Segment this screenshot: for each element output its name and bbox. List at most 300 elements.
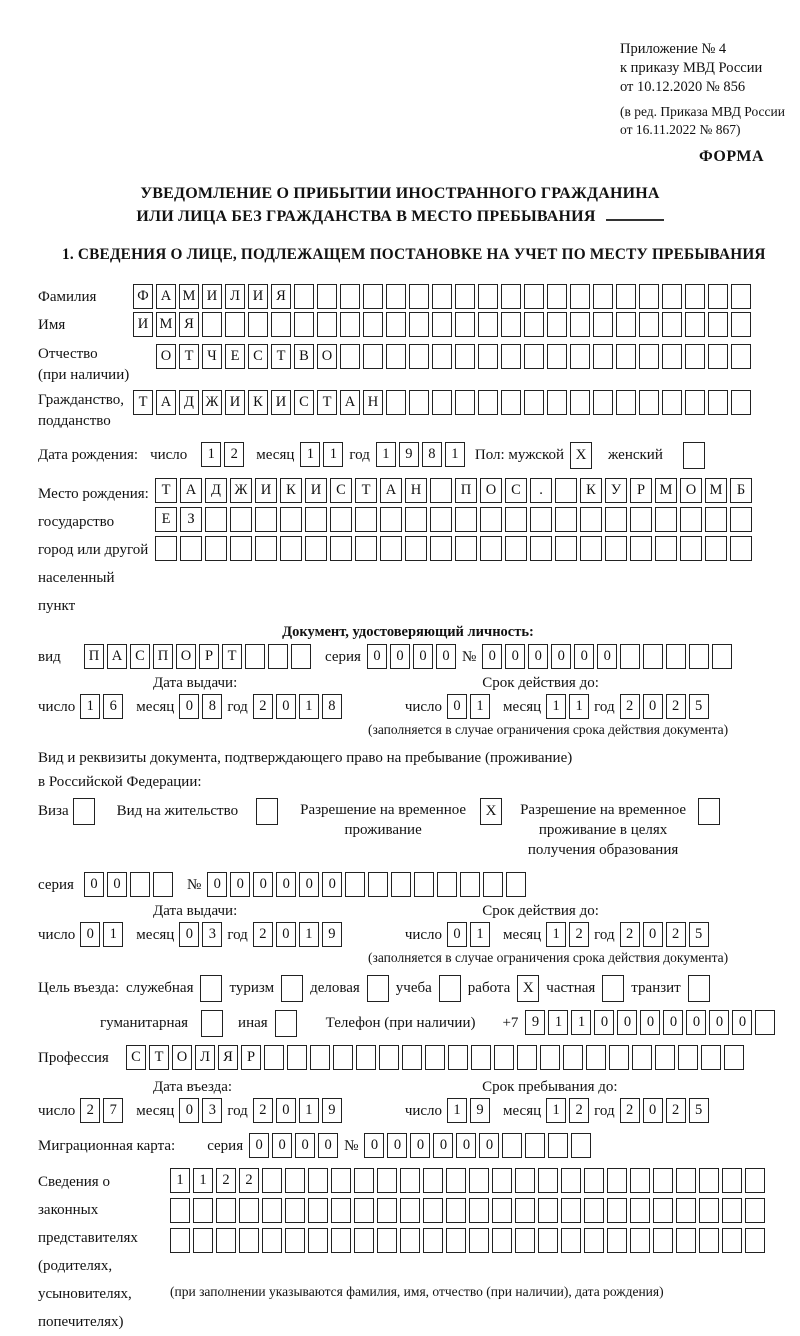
- guardians-char-box[interactable]: [331, 1198, 351, 1223]
- iddoc-type-char-box[interactable]: Т: [222, 644, 242, 669]
- guardians-char-box[interactable]: [722, 1168, 742, 1193]
- birthplace-char-box[interactable]: [530, 536, 552, 561]
- birth-year-box[interactable]: 8: [422, 442, 442, 467]
- profession-char-box[interactable]: [678, 1045, 698, 1070]
- guardians-char-box[interactable]: [607, 1228, 627, 1253]
- birthplace-char-box[interactable]: Ж: [230, 478, 252, 503]
- purpose-tourism-checkbox[interactable]: [281, 975, 303, 1002]
- birthplace-char-box[interactable]: [230, 536, 252, 561]
- patronymic-char-box[interactable]: [478, 344, 498, 369]
- date-box[interactable]: 0: [276, 694, 296, 719]
- citizenship-char-box[interactable]: К: [248, 390, 268, 415]
- birthplace-char-box[interactable]: [730, 507, 752, 532]
- iddoc-type-char-box[interactable]: П: [84, 644, 104, 669]
- guardians-char-box[interactable]: 2: [239, 1168, 259, 1193]
- guardians-char-box[interactable]: [446, 1228, 466, 1253]
- date-box[interactable]: 1: [103, 922, 123, 947]
- guardians-char-box[interactable]: [515, 1198, 535, 1223]
- guardians-char-box[interactable]: [308, 1228, 328, 1253]
- date-box[interactable]: 7: [103, 1098, 123, 1123]
- birthplace-char-box[interactable]: [580, 536, 602, 561]
- citizenship-char-box[interactable]: И: [271, 390, 291, 415]
- firstname-char-box[interactable]: [340, 312, 360, 337]
- guardians-char-box[interactable]: [308, 1168, 328, 1193]
- guardians-char-box[interactable]: [653, 1168, 673, 1193]
- birthplace-char-box[interactable]: [555, 478, 577, 503]
- firstname-char-box[interactable]: [271, 312, 291, 337]
- citizenship-char-box[interactable]: [432, 390, 452, 415]
- guardians-char-box[interactable]: [676, 1168, 696, 1193]
- profession-char-box[interactable]: [425, 1045, 445, 1070]
- citizenship-char-box[interactable]: С: [294, 390, 314, 415]
- patronymic-char-box[interactable]: Т: [271, 344, 291, 369]
- date-box[interactable]: 0: [643, 922, 663, 947]
- guardians-char-box[interactable]: [699, 1228, 719, 1253]
- staydoc-series-box[interactable]: 0: [107, 872, 127, 897]
- patronymic-char-box[interactable]: О: [317, 344, 337, 369]
- guardians-char-box[interactable]: [515, 1228, 535, 1253]
- patronymic-char-box[interactable]: Ч: [202, 344, 222, 369]
- guardians-char-box[interactable]: [492, 1228, 512, 1253]
- firstname-char-box[interactable]: [386, 312, 406, 337]
- date-box[interactable]: 2: [253, 922, 273, 947]
- firstname-char-box[interactable]: [363, 312, 383, 337]
- migcard-series-box[interactable]: 0: [318, 1133, 338, 1158]
- guardians-char-box[interactable]: [538, 1168, 558, 1193]
- birthplace-char-box[interactable]: [430, 478, 452, 503]
- iddoc-type-char-box[interactable]: А: [107, 644, 127, 669]
- surname-char-box[interactable]: [386, 284, 406, 309]
- firstname-char-box[interactable]: [547, 312, 567, 337]
- firstname-char-box[interactable]: [478, 312, 498, 337]
- staydoc-number-box[interactable]: 0: [299, 872, 319, 897]
- surname-char-box[interactable]: [662, 284, 682, 309]
- purpose-humanitarian-checkbox[interactable]: [201, 1010, 223, 1037]
- migcard-series-box[interactable]: 0: [249, 1133, 269, 1158]
- birthplace-char-box[interactable]: К: [280, 478, 302, 503]
- purpose-other-checkbox[interactable]: [275, 1010, 297, 1037]
- patronymic-char-box[interactable]: [616, 344, 636, 369]
- guardians-char-box[interactable]: [216, 1228, 236, 1253]
- iddoc-type-char-box[interactable]: О: [176, 644, 196, 669]
- citizenship-char-box[interactable]: [386, 390, 406, 415]
- date-box[interactable]: 8: [322, 694, 342, 719]
- patronymic-char-box[interactable]: [501, 344, 521, 369]
- patronymic-char-box[interactable]: [731, 344, 751, 369]
- date-box[interactable]: 9: [322, 1098, 342, 1123]
- birthplace-char-box[interactable]: [680, 507, 702, 532]
- birthplace-char-box[interactable]: Б: [730, 478, 752, 503]
- guardians-char-box[interactable]: [377, 1198, 397, 1223]
- birth-month-box[interactable]: 1: [323, 442, 343, 467]
- guardians-char-box[interactable]: [262, 1228, 282, 1253]
- guardians-char-box[interactable]: [193, 1198, 213, 1223]
- birthplace-char-box[interactable]: О: [680, 478, 702, 503]
- citizenship-char-box[interactable]: Т: [133, 390, 153, 415]
- profession-char-box[interactable]: [563, 1045, 583, 1070]
- date-box[interactable]: 2: [253, 1098, 273, 1123]
- date-box[interactable]: 1: [299, 694, 319, 719]
- visa-checkbox[interactable]: [73, 798, 95, 825]
- migcard-number-box[interactable]: [548, 1133, 568, 1158]
- iddoc-series-box[interactable]: 0: [436, 644, 456, 669]
- surname-char-box[interactable]: [363, 284, 383, 309]
- birthplace-char-box[interactable]: Е: [155, 507, 177, 532]
- patronymic-char-box[interactable]: [386, 344, 406, 369]
- staydoc-number-box[interactable]: 0: [207, 872, 227, 897]
- purpose-official-checkbox[interactable]: [200, 975, 222, 1002]
- guardians-char-box[interactable]: [745, 1228, 765, 1253]
- birthplace-char-box[interactable]: У: [605, 478, 627, 503]
- staydoc-number-box[interactable]: [437, 872, 457, 897]
- profession-char-box[interactable]: [655, 1045, 675, 1070]
- surname-char-box[interactable]: [639, 284, 659, 309]
- guardians-char-box[interactable]: [400, 1168, 420, 1193]
- birthplace-char-box[interactable]: [705, 507, 727, 532]
- staydoc-number-box[interactable]: 0: [276, 872, 296, 897]
- birthplace-char-box[interactable]: С: [505, 478, 527, 503]
- phone-digit-box[interactable]: 0: [663, 1010, 683, 1035]
- iddoc-number-box[interactable]: 0: [574, 644, 594, 669]
- citizenship-char-box[interactable]: И: [225, 390, 245, 415]
- guardians-char-box[interactable]: [630, 1168, 650, 1193]
- date-box[interactable]: 8: [202, 694, 222, 719]
- birthplace-char-box[interactable]: [405, 536, 427, 561]
- guardians-char-box[interactable]: [400, 1228, 420, 1253]
- profession-char-box[interactable]: [287, 1045, 307, 1070]
- date-box[interactable]: 1: [80, 694, 100, 719]
- firstname-char-box[interactable]: [731, 312, 751, 337]
- birthplace-char-box[interactable]: [380, 536, 402, 561]
- birth-year-box[interactable]: 1: [376, 442, 396, 467]
- birth-year-box[interactable]: 9: [399, 442, 419, 467]
- citizenship-char-box[interactable]: Н: [363, 390, 383, 415]
- birthplace-char-box[interactable]: З: [180, 507, 202, 532]
- surname-char-box[interactable]: Л: [225, 284, 245, 309]
- guardians-char-box[interactable]: [331, 1168, 351, 1193]
- firstname-char-box[interactable]: [685, 312, 705, 337]
- profession-char-box[interactable]: [402, 1045, 422, 1070]
- patronymic-char-box[interactable]: [432, 344, 452, 369]
- surname-char-box[interactable]: [409, 284, 429, 309]
- migcard-number-box[interactable]: 0: [410, 1133, 430, 1158]
- migcard-number-box[interactable]: [502, 1133, 522, 1158]
- citizenship-char-box[interactable]: [639, 390, 659, 415]
- birthplace-char-box[interactable]: [480, 536, 502, 561]
- phone-digit-box[interactable]: 0: [686, 1010, 706, 1035]
- surname-char-box[interactable]: [708, 284, 728, 309]
- profession-char-box[interactable]: [517, 1045, 537, 1070]
- sex-male-checkbox[interactable]: X: [570, 442, 592, 469]
- guardians-char-box[interactable]: [193, 1228, 213, 1253]
- guardians-char-box[interactable]: [170, 1228, 190, 1253]
- citizenship-char-box[interactable]: [547, 390, 567, 415]
- phone-digit-box[interactable]: 1: [571, 1010, 591, 1035]
- guardians-char-box[interactable]: [446, 1198, 466, 1223]
- firstname-char-box[interactable]: [317, 312, 337, 337]
- temp-edu-checkbox[interactable]: [698, 798, 720, 825]
- staydoc-number-box[interactable]: [460, 872, 480, 897]
- birthplace-char-box[interactable]: К: [580, 478, 602, 503]
- profession-char-box[interactable]: [310, 1045, 330, 1070]
- phone-digit-box[interactable]: 9: [525, 1010, 545, 1035]
- citizenship-char-box[interactable]: [524, 390, 544, 415]
- citizenship-char-box[interactable]: А: [156, 390, 176, 415]
- date-box[interactable]: 1: [470, 694, 490, 719]
- date-box[interactable]: 1: [546, 1098, 566, 1123]
- guardians-char-box[interactable]: [538, 1228, 558, 1253]
- purpose-private-checkbox[interactable]: [602, 975, 624, 1002]
- iddoc-number-box[interactable]: 0: [505, 644, 525, 669]
- patronymic-char-box[interactable]: Е: [225, 344, 245, 369]
- date-box[interactable]: 5: [689, 1098, 709, 1123]
- purpose-business-checkbox[interactable]: [367, 975, 389, 1002]
- migcard-number-box[interactable]: [525, 1133, 545, 1158]
- birthplace-char-box[interactable]: [605, 536, 627, 561]
- date-box[interactable]: 3: [202, 1098, 222, 1123]
- birthplace-char-box[interactable]: И: [305, 478, 327, 503]
- citizenship-char-box[interactable]: Ж: [202, 390, 222, 415]
- birthplace-char-box[interactable]: [205, 536, 227, 561]
- birthplace-char-box[interactable]: М: [705, 478, 727, 503]
- citizenship-char-box[interactable]: Т: [317, 390, 337, 415]
- patronymic-char-box[interactable]: [409, 344, 429, 369]
- birthplace-char-box[interactable]: Т: [155, 478, 177, 503]
- patronymic-char-box[interactable]: С: [248, 344, 268, 369]
- iddoc-number-box[interactable]: 0: [597, 644, 617, 669]
- birthplace-char-box[interactable]: [555, 536, 577, 561]
- profession-char-box[interactable]: С: [126, 1045, 146, 1070]
- birthplace-char-box[interactable]: [305, 507, 327, 532]
- surname-char-box[interactable]: Я: [271, 284, 291, 309]
- citizenship-char-box[interactable]: [662, 390, 682, 415]
- birthplace-char-box[interactable]: [630, 536, 652, 561]
- profession-char-box[interactable]: [356, 1045, 376, 1070]
- guardians-char-box[interactable]: [239, 1228, 259, 1253]
- birthplace-char-box[interactable]: [505, 536, 527, 561]
- guardians-char-box[interactable]: [607, 1198, 627, 1223]
- guardians-char-box[interactable]: [377, 1228, 397, 1253]
- guardians-char-box[interactable]: [745, 1168, 765, 1193]
- birthplace-char-box[interactable]: П: [455, 478, 477, 503]
- patronymic-char-box[interactable]: В: [294, 344, 314, 369]
- citizenship-char-box[interactable]: [409, 390, 429, 415]
- staydoc-series-box[interactable]: [153, 872, 173, 897]
- citizenship-char-box[interactable]: [478, 390, 498, 415]
- date-box[interactable]: 2: [666, 1098, 686, 1123]
- guardians-char-box[interactable]: [699, 1168, 719, 1193]
- patronymic-char-box[interactable]: [547, 344, 567, 369]
- birthplace-char-box[interactable]: Н: [405, 478, 427, 503]
- temp-residence-checkbox[interactable]: X: [480, 798, 502, 825]
- firstname-char-box[interactable]: [294, 312, 314, 337]
- patronymic-char-box[interactable]: [708, 344, 728, 369]
- staydoc-number-box[interactable]: [368, 872, 388, 897]
- date-box[interactable]: 2: [620, 922, 640, 947]
- date-box[interactable]: 0: [80, 922, 100, 947]
- staydoc-series-box[interactable]: 0: [84, 872, 104, 897]
- guardians-char-box[interactable]: [400, 1198, 420, 1223]
- date-box[interactable]: 2: [569, 1098, 589, 1123]
- guardians-char-box[interactable]: [331, 1228, 351, 1253]
- patronymic-char-box[interactable]: [340, 344, 360, 369]
- date-box[interactable]: 9: [322, 922, 342, 947]
- staydoc-number-box[interactable]: 0: [253, 872, 273, 897]
- guardians-char-box[interactable]: 2: [216, 1168, 236, 1193]
- firstname-char-box[interactable]: [662, 312, 682, 337]
- guardians-char-box[interactable]: [653, 1198, 673, 1223]
- guardians-char-box[interactable]: [722, 1198, 742, 1223]
- guardians-char-box[interactable]: [630, 1198, 650, 1223]
- birthplace-char-box[interactable]: А: [180, 478, 202, 503]
- guardians-char-box[interactable]: 1: [170, 1168, 190, 1193]
- birthplace-char-box[interactable]: [705, 536, 727, 561]
- staydoc-number-box[interactable]: 0: [322, 872, 342, 897]
- date-box[interactable]: 1: [569, 694, 589, 719]
- staydoc-number-box[interactable]: [345, 872, 365, 897]
- guardians-char-box[interactable]: [676, 1228, 696, 1253]
- date-box[interactable]: 0: [643, 1098, 663, 1123]
- migcard-number-box[interactable]: 0: [433, 1133, 453, 1158]
- firstname-char-box[interactable]: [432, 312, 452, 337]
- birthplace-char-box[interactable]: О: [480, 478, 502, 503]
- birthplace-char-box[interactable]: [430, 507, 452, 532]
- citizenship-char-box[interactable]: [685, 390, 705, 415]
- guardians-char-box[interactable]: [469, 1198, 489, 1223]
- guardians-char-box[interactable]: [354, 1228, 374, 1253]
- patronymic-char-box[interactable]: [685, 344, 705, 369]
- date-box[interactable]: 1: [299, 1098, 319, 1123]
- birthplace-char-box[interactable]: [330, 536, 352, 561]
- date-box[interactable]: 0: [276, 922, 296, 947]
- guardians-char-box[interactable]: [377, 1168, 397, 1193]
- guardians-char-box[interactable]: [285, 1198, 305, 1223]
- guardians-char-box[interactable]: 1: [193, 1168, 213, 1193]
- guardians-char-box[interactable]: [285, 1168, 305, 1193]
- citizenship-char-box[interactable]: А: [340, 390, 360, 415]
- birthplace-char-box[interactable]: [255, 536, 277, 561]
- staydoc-number-box[interactable]: [414, 872, 434, 897]
- firstname-char-box[interactable]: [593, 312, 613, 337]
- surname-char-box[interactable]: [478, 284, 498, 309]
- iddoc-number-box[interactable]: 0: [528, 644, 548, 669]
- purpose-work-checkbox[interactable]: X: [517, 975, 539, 1002]
- date-box[interactable]: 0: [643, 694, 663, 719]
- iddoc-number-box[interactable]: [643, 644, 663, 669]
- profession-char-box[interactable]: [586, 1045, 606, 1070]
- guardians-char-box[interactable]: [745, 1198, 765, 1223]
- guardians-char-box[interactable]: [469, 1228, 489, 1253]
- firstname-char-box[interactable]: [570, 312, 590, 337]
- profession-char-box[interactable]: [264, 1045, 284, 1070]
- firstname-char-box[interactable]: М: [156, 312, 176, 337]
- firstname-char-box[interactable]: [524, 312, 544, 337]
- firstname-char-box[interactable]: [225, 312, 245, 337]
- guardians-char-box[interactable]: [354, 1198, 374, 1223]
- birth-day-box[interactable]: 1: [201, 442, 221, 467]
- surname-char-box[interactable]: И: [248, 284, 268, 309]
- profession-char-box[interactable]: [632, 1045, 652, 1070]
- birthplace-char-box[interactable]: [280, 536, 302, 561]
- firstname-char-box[interactable]: И: [133, 312, 153, 337]
- birthplace-char-box[interactable]: [355, 507, 377, 532]
- migcard-number-box[interactable]: 0: [364, 1133, 384, 1158]
- migcard-number-box[interactable]: 0: [479, 1133, 499, 1158]
- birthplace-char-box[interactable]: Р: [630, 478, 652, 503]
- citizenship-char-box[interactable]: [731, 390, 751, 415]
- firstname-char-box[interactable]: [455, 312, 475, 337]
- iddoc-number-box[interactable]: [689, 644, 709, 669]
- staydoc-number-box[interactable]: [506, 872, 526, 897]
- iddoc-number-box[interactable]: [712, 644, 732, 669]
- birthplace-char-box[interactable]: [455, 536, 477, 561]
- guardians-char-box[interactable]: [561, 1228, 581, 1253]
- guardians-char-box[interactable]: [584, 1198, 604, 1223]
- guardians-char-box[interactable]: [561, 1198, 581, 1223]
- migcard-number-box[interactable]: 0: [456, 1133, 476, 1158]
- date-box[interactable]: 1: [299, 922, 319, 947]
- birthplace-char-box[interactable]: [480, 507, 502, 532]
- date-box[interactable]: 1: [546, 922, 566, 947]
- iddoc-type-char-box[interactable]: [291, 644, 311, 669]
- guardians-char-box[interactable]: [607, 1168, 627, 1193]
- surname-char-box[interactable]: [432, 284, 452, 309]
- surname-char-box[interactable]: [524, 284, 544, 309]
- birthplace-char-box[interactable]: М: [655, 478, 677, 503]
- patronymic-char-box[interactable]: [662, 344, 682, 369]
- surname-char-box[interactable]: Ф: [133, 284, 153, 309]
- surname-char-box[interactable]: [685, 284, 705, 309]
- birthplace-char-box[interactable]: [555, 507, 577, 532]
- surname-char-box[interactable]: [317, 284, 337, 309]
- migcard-series-box[interactable]: 0: [272, 1133, 292, 1158]
- profession-char-box[interactable]: Р: [241, 1045, 261, 1070]
- purpose-study-checkbox[interactable]: [439, 975, 461, 1002]
- firstname-char-box[interactable]: [202, 312, 222, 337]
- birthplace-char-box[interactable]: [355, 536, 377, 561]
- date-box[interactable]: 0: [447, 922, 467, 947]
- phone-digit-box[interactable]: [755, 1010, 775, 1035]
- firstname-char-box[interactable]: [409, 312, 429, 337]
- surname-char-box[interactable]: [616, 284, 636, 309]
- birthplace-char-box[interactable]: [180, 536, 202, 561]
- iddoc-number-box[interactable]: [620, 644, 640, 669]
- profession-char-box[interactable]: О: [172, 1045, 192, 1070]
- surname-char-box[interactable]: А: [156, 284, 176, 309]
- birthplace-char-box[interactable]: [655, 536, 677, 561]
- profession-char-box[interactable]: [724, 1045, 744, 1070]
- surname-char-box[interactable]: [731, 284, 751, 309]
- guardians-char-box[interactable]: [239, 1198, 259, 1223]
- birthplace-char-box[interactable]: И: [255, 478, 277, 503]
- date-box[interactable]: 2: [253, 694, 273, 719]
- surname-char-box[interactable]: М: [179, 284, 199, 309]
- guardians-char-box[interactable]: [423, 1198, 443, 1223]
- date-box[interactable]: 0: [179, 1098, 199, 1123]
- guardians-char-box[interactable]: [699, 1198, 719, 1223]
- birth-year-box[interactable]: 1: [445, 442, 465, 467]
- birthplace-char-box[interactable]: [530, 507, 552, 532]
- guardians-char-box[interactable]: [423, 1168, 443, 1193]
- profession-char-box[interactable]: [333, 1045, 353, 1070]
- iddoc-number-box[interactable]: [666, 644, 686, 669]
- patronymic-char-box[interactable]: [363, 344, 383, 369]
- birthplace-char-box[interactable]: [205, 507, 227, 532]
- iddoc-series-box[interactable]: 0: [390, 644, 410, 669]
- firstname-char-box[interactable]: [639, 312, 659, 337]
- date-box[interactable]: 5: [689, 922, 709, 947]
- citizenship-char-box[interactable]: [455, 390, 475, 415]
